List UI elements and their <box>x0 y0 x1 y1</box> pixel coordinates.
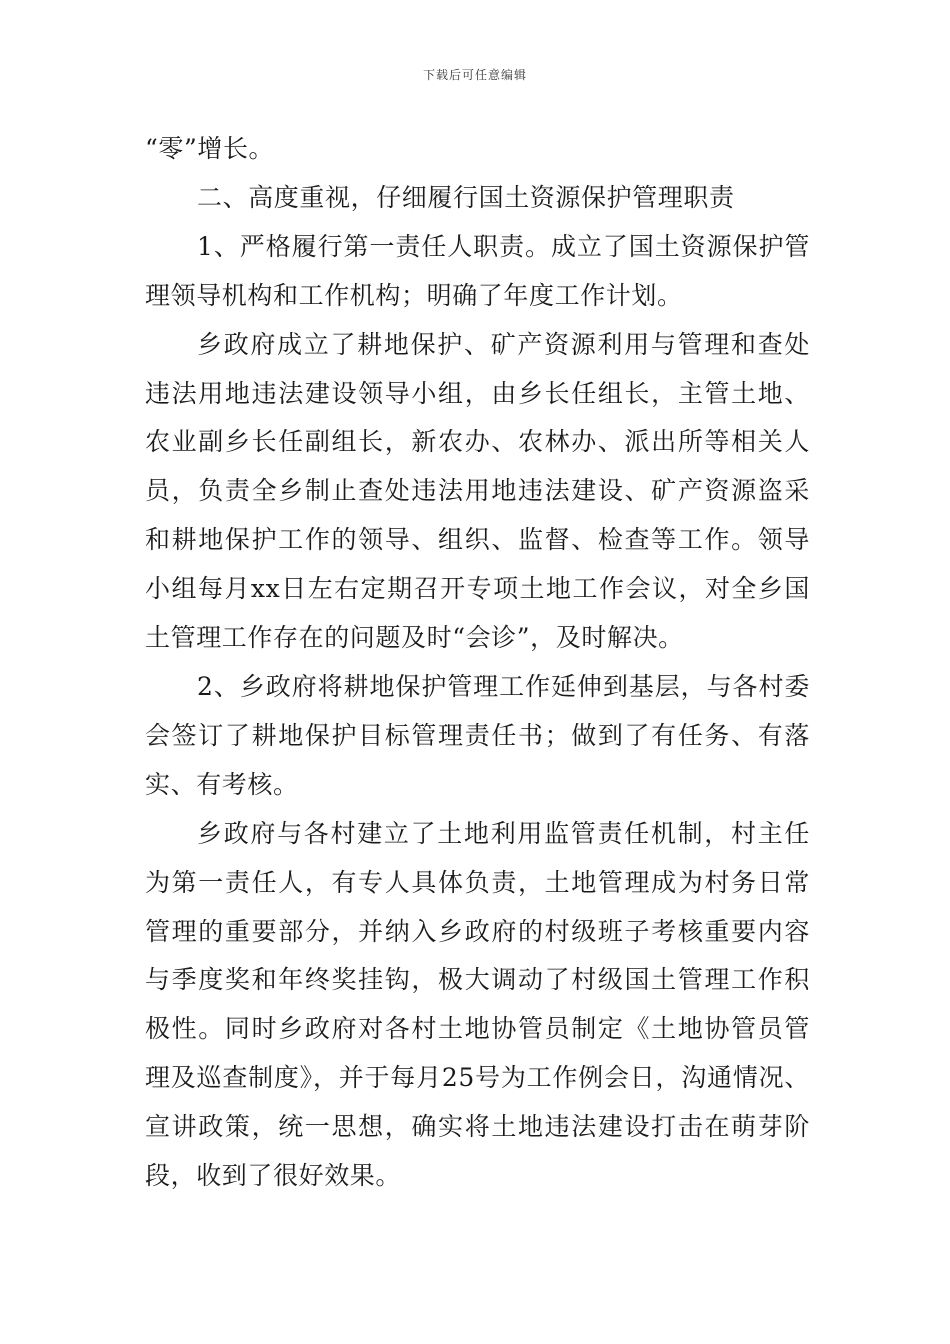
section-heading: 二、高度重视，仔细履行国土资源保护管理职责 <box>197 182 735 212</box>
document-body <box>145 125 810 1201</box>
paragraph-item-2: 2、乡政府将耕地保护管理工作延伸到基层，与各村委会签订了耕地保护目标管理责任书；做到了有任务、有落实、有考核。 <box>145 671 810 799</box>
paragraph-item-1: 1、严格履行第一责任人职责。成立了国土资源保护管理领导机构和工作机构；明确了年度工作计划。 <box>145 231 810 310</box>
paragraph-continuation: “零”增长。 <box>145 134 275 163</box>
paragraph-leadership-group: 乡政府成立了耕地保护、矿产资源利用与管理和查处违法用地违法建设领导小组，由乡长任组长，主管土地、农业副乡长任副组长，新农办、农林办、派出所等相关人员，负责全乡制止查处违法用地违法建设、矿产资源盗采和耕地保护工作的领导、组织、监督、检查等工作。领导小组每月xx日左右定期召开专项土地工作会议，对全乡国土管理工作存在的问题及时“会诊”，及时解决。 <box>145 329 810 653</box>
paragraph-village-mechanism: 乡政府与各村建立了土地利用监管责任机制，村主任为第一责任人，有专人具体负责，土地管理成为村务日常管理的重要部分，并纳入乡政府的村级班子考核重要内容与季度奖和年终奖挂钩，极大调动了村级国土管理工作积极性。同时乡政府对各村土地协管员制定《土地协管员管理及巡查制度》，并于每月25号为工作例会日，沟通情况、宣讲政策，统一思想，确实将土地违法建设打击在萌芽阶段，收到了很好效果。 <box>145 818 810 1191</box>
page-header-note: 下载后可任意编辑 <box>422 68 527 82</box>
